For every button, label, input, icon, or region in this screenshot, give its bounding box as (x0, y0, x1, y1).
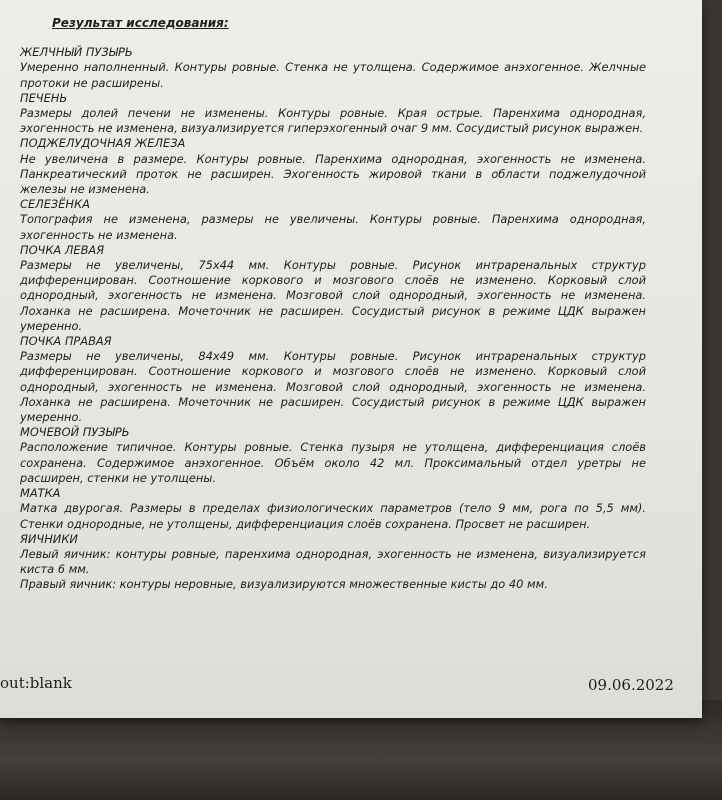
footer-date: 09.06.2022 (588, 676, 674, 694)
section-text-uterus: Матка двурогая. Размеры в пределах физиологических параметров (тело 9 мм, рога по 5,5 мм). Стенки однородные, не утолщены, дифференциация слоёв сохранена. Просвет не расширен. (20, 501, 646, 531)
section-text-right-kidney: Размеры не увеличены, 84x49 мм. Контуры ровные. Рисунок интраренальных структур дифференцирован. Соотношение коркового и мозгового слоёв не изменено. Корковый слой однородный, эхогенность не изменена. Мозговой слой однородный, эхогенность не изменена. Лоханка не расширена. Мочеточник не расширен. Сосудистый рисунок в режиме ЦДК выражен умеренно. (20, 349, 646, 425)
section-heading-pancreas: ПОДЖЕЛУДОЧНАЯ ЖЕЛЕЗА (20, 136, 186, 151)
section-text-right-ovary: Правый яичник: контуры неровные, визуализируются множественные кисты до 40 мм. (20, 577, 548, 592)
section-text-spleen: Топография не изменена, размеры не увеличены. Контуры ровные. Паренхима однородная, эхогенность не изменена. (20, 212, 646, 242)
section-heading-liver: ПЕЧЕНЬ (20, 90, 68, 105)
section-heading-uterus: МАТКА (20, 486, 61, 501)
section-heading-left-kidney: ПОЧКА ЛЕВАЯ (20, 242, 105, 257)
section-heading-spleen: СЕЛЕЗЁНКА (20, 197, 90, 212)
section-heading-ovaries: ЯИЧНИКИ (20, 531, 78, 546)
section-heading-gallbladder: ЖЕЛЧНЫЙ ПУЗЫРЬ (20, 45, 133, 60)
section-text-left-ovary: Левый яичник: контуры ровные, паренхима однородная, эхогенность не изменена, визуализируется киста 6 мм. (20, 546, 646, 577)
section-heading-bladder: МОЧЕВОЙ ПУЗЫРЬ (20, 425, 130, 440)
report-body (20, 16, 646, 593)
section-text-gallbladder: Умеренно наполненный. Контуры ровные. Стенка не утолщена. Содержимое анэхогенное. Желчные протоки не расширены. (20, 60, 646, 90)
section-text-liver: Размеры долей печени не изменены. Контуры ровные. Края острые. Паренхима однородная, эхогенность не изменена, визуализируется гиперэхогенный очаг 9 мм. Сосудистый рисунок выражен. (20, 106, 646, 136)
section-text-pancreas: Не увеличена в размере. Контуры ровные. Паренхима однородная, эхогенность не изменена. Панкреатический проток не расширен. Эхогенность жировой ткани в области поджелудочной железы не изменена. (20, 151, 646, 197)
section-text-bladder: Расположение типичное. Контуры ровные. Стенка пузыря не утолщена, дифференциация слоёв сохранена. Содержимое анэхогенное. Объём около 42 мл. Проксимальный отдел уретры не расширен, стенки не утолщены. (20, 440, 646, 485)
section-heading-right-kidney: ПОЧКА ПРАВАЯ (20, 334, 112, 349)
report-title: Результат исследования: (52, 16, 229, 30)
footer-print-label: out:blank (0, 674, 72, 692)
section-text-left-kidney: Размеры не увеличены, 75x44 мм. Контуры ровные. Рисунок интраренальных структур дифференцирован. Соотношение коркового и мозгового слоёв не изменено. Корковый слой однородный, эхогенность не изменена. Мозговой слой однородный, эхогенность не изменена. Лоханка не расширена. Мочеточник не расширен. Сосудистый рисунок в режиме ЦДК выражен умеренно. (20, 258, 646, 333)
